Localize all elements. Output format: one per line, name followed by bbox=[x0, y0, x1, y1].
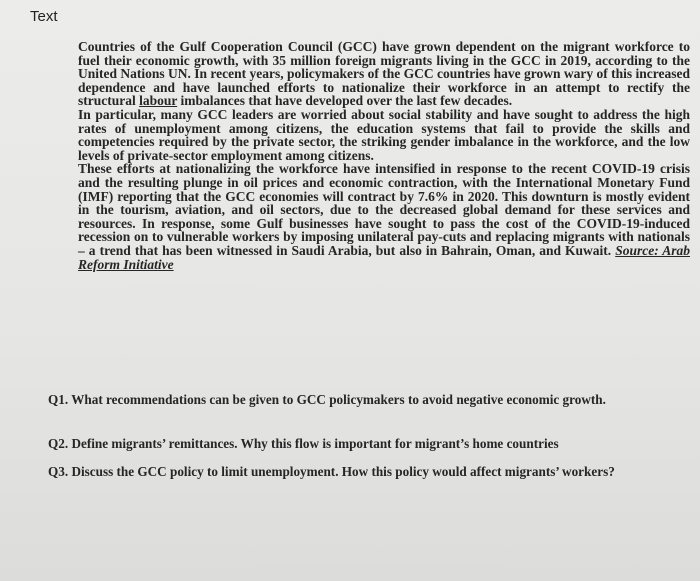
paragraph-3 bbox=[78, 162, 690, 271]
question-3: Q3. Discuss the GCC policy to limit unemployment. How this policy would affect migrants’ workers? bbox=[48, 464, 615, 479]
underlined-word: labour bbox=[139, 93, 178, 109]
question-2: Q2. Define migrants’ remittances. Why this flow is important for migrant’s home countries bbox=[48, 436, 559, 451]
paragraph-2: In particular, many GCC leaders are worried about social stability and have sought to address the high rates of unemployment among citizens, the education systems that fail to provide the skills and competencies required by the private sector, the striking gender imbalance in the workforce, and the low levels of private-sector employment among citizens. bbox=[78, 106, 690, 163]
paragraph-3-text: These efforts at nationalizing the workforce have intensified in response to the recent COVID-19 crisis and the resulting plunge in oil prices and economic contraction, with the International Monetary Fund (IMF) reporting that the GCC economies will contract by 7.6% in 2020. This downturn is mostly evident in the tourism, aviation, and oil sectors, due to the decreased global demand for these services and resources. In response, some Gulf businesses have sought to pass the cost of the COVID-19-induced recession on to vulnerable workers by imposing unilateral pay-cuts and replacing migrants with nationals – a trend that has been witnessed in Saudi Arabia, but also in Bahrain, Oman, and Kuwait. bbox=[78, 161, 690, 258]
heading-text: Text bbox=[30, 8, 58, 25]
paragraph-1-text: Countries of the Gulf Cooperation Council (GCC) have grown dependent on the migrant workforce to fuel their economic growth, with 35 million foreign migrants living in the GCC in 2019, according to the United Nations UN. In recent years, policymakers of the GCC countries have grown wary of this increased dependence and have launched efforts to nationalize their workforce in an attempt to rectify the structural bbox=[78, 39, 690, 109]
question-1: Q1. What recommendations can be given to GCC policymakers to avoid negative economic growth. bbox=[48, 392, 606, 407]
paragraph-1 bbox=[78, 40, 690, 108]
paragraph-1-text-end: imbalances that have developed over the last few decades. bbox=[177, 93, 513, 109]
source-citation: Source: Arab Reform Initiative bbox=[78, 242, 690, 272]
passage bbox=[78, 40, 690, 271]
